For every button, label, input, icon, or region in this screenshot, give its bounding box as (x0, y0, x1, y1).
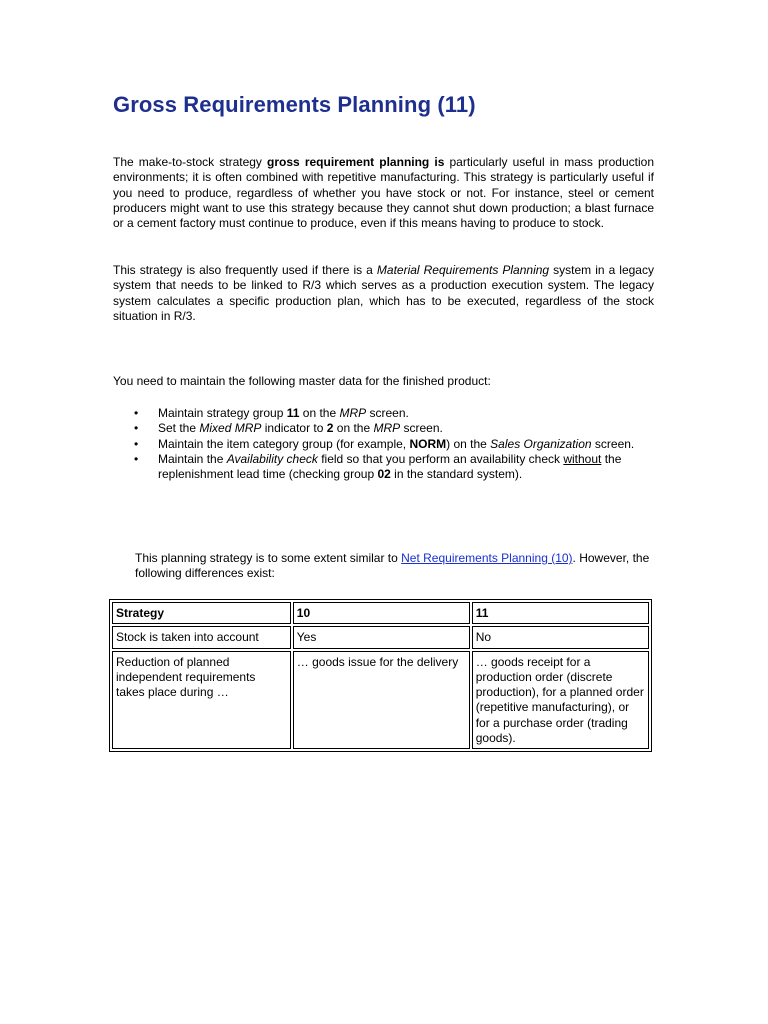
list-italic: Mixed MRP (199, 421, 262, 436)
list-text: on the (299, 406, 340, 420)
list-text: in the standard system). (390, 467, 523, 482)
table-header-row (112, 602, 649, 624)
list-text: Maintain the (158, 451, 227, 466)
list-text: screen. (400, 421, 443, 436)
table-header-cell: Strategy (112, 602, 291, 624)
table-cell: Yes (293, 626, 470, 648)
bullet-icon: • (134, 406, 139, 420)
legacy-emphasis: Material Requirements Planning (376, 263, 550, 277)
net-requirements-link[interactable]: Net Requirements Planning (10) (401, 551, 573, 565)
list-text: Set the (158, 421, 200, 436)
intro-text-a: The make-to-stock strategy (113, 155, 268, 169)
list-item (113, 452, 658, 483)
table-header-cell: 11 (472, 602, 649, 624)
table-header-cell: 10 (293, 602, 470, 624)
list-italic: Availability check (226, 451, 318, 466)
bullet-icon: • (134, 421, 139, 436)
strategy-differences-table (109, 599, 652, 752)
master-data-list (113, 406, 658, 482)
list-text: the replenishment lead time (checking group (158, 451, 622, 482)
list-item (113, 421, 658, 436)
list-bold: 11 (286, 406, 300, 420)
legacy-text-a: This strategy is also frequently used if there is a (113, 263, 377, 277)
table-cell: … goods issue for the delivery (293, 651, 470, 750)
table-cell: Reduction of planned independent requirements takes place during … (112, 651, 291, 750)
list-text: ) on the (446, 436, 491, 451)
bullet-icon: • (134, 451, 139, 466)
list-text: indicator to (261, 421, 327, 436)
list-text: Maintain the item category group (for example, (158, 436, 410, 451)
table-cell: No (472, 626, 649, 648)
list-bold: 2 (326, 421, 334, 436)
master-data-paragraph: You need to maintain the following master data for the finished product: (113, 374, 491, 388)
table-cell: Stock is taken into account (112, 626, 291, 648)
list-italic: MRP (373, 421, 401, 436)
comparison-paragraph (135, 551, 665, 582)
list-text: screen. (366, 406, 409, 420)
intro-emphasis: gross requirement planning is (267, 155, 445, 169)
list-text: screen. (591, 436, 635, 451)
comparison-text-a: This planning strategy is to some extent similar to (135, 551, 402, 565)
table-row (112, 651, 649, 750)
bullet-icon: • (134, 436, 139, 451)
table-row (112, 626, 649, 648)
list-italic: Sales Organization (490, 436, 592, 451)
list-text: Maintain strategy group (158, 406, 287, 420)
comparison-text-b: . However, the following differences exist: (135, 551, 650, 581)
list-bold: 02 (377, 467, 391, 482)
legacy-text-c: system in a legacy system that needs to be linked to R/3 which serves as a production execution system. The legacy system calculates a specific production plan, which has to be executed, regardless of the stock situation in R/3. (113, 263, 654, 323)
list-underline: without (563, 451, 602, 466)
legacy-paragraph (113, 263, 654, 324)
list-item (113, 437, 658, 452)
page-title: Gross Requirements Planning (11) (113, 92, 476, 117)
list-italic: MRP (339, 406, 367, 420)
intro-text-c: particularly useful in mass production environments; it is often combined with repetitive manufacturing. This strategy is particularly useful if you need to produce, regardless of whether you have stock or not. For instance, steel or cement producers might want to use this strategy because they cannot shut down production; a blast furnace or a cement factory must continue to produce, even if this means having to produce to stock. (113, 155, 655, 231)
list-bold: NORM (409, 436, 447, 451)
list-text: on the (333, 421, 374, 436)
table-cell: … goods receipt for a production order (discrete production), for a planned order (repetitive manufacturing), or for a purchase order (trading goods). (472, 651, 649, 750)
list-text: field so that you perform an availability check (317, 451, 564, 466)
intro-paragraph (113, 155, 654, 231)
list-item (113, 406, 658, 421)
